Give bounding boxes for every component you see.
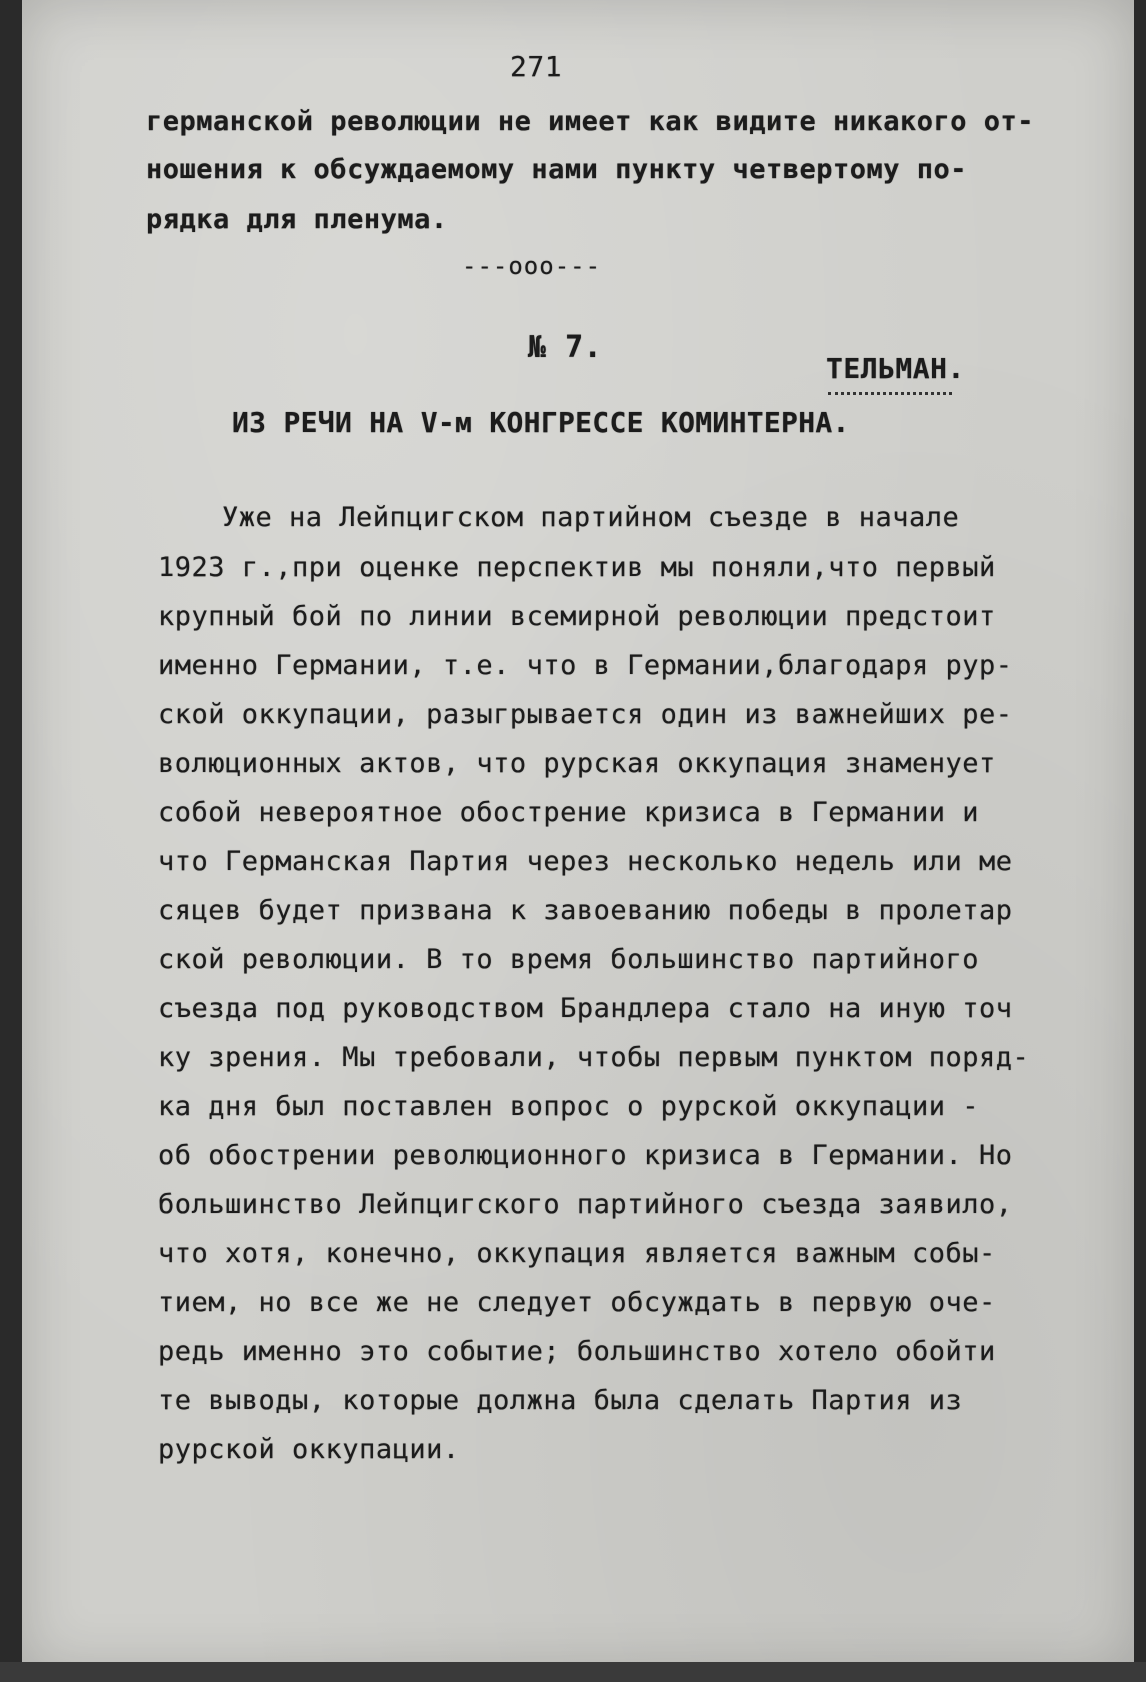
body-line: крупный бой по линии всемирной революции предстоит	[158, 601, 996, 632]
body-line: 1923 г.,при оценке перспектив мы поняли,что первый	[158, 552, 996, 583]
body-line: те выводы, которые должна была сделать Партия из	[158, 1385, 963, 1416]
body-line: волюционных актов, что рурская оккупация знаменует	[158, 748, 996, 779]
body-line: ской революции. В то время большинство партийного	[158, 944, 980, 975]
page-number: 271	[510, 50, 563, 83]
intro-line: рядка для пленума.	[146, 204, 448, 235]
section-separator: ---ооо---	[462, 252, 602, 280]
intro-line: ношения к обсуждаемому нами пункту четвертому по-	[146, 154, 968, 185]
body-line: сяцев будет призвана к завоеванию победы в пролетар	[158, 895, 1013, 926]
body-line: тием, но все же не следует обсуждать в первую оче-	[158, 1287, 996, 1318]
body-line: что хотя, конечно, оккупация является важным собы-	[158, 1238, 996, 1269]
author-name: ТЕЛЬМАН.	[826, 352, 965, 385]
body-line: что Германская Партия через несколько недель или ме	[158, 846, 1013, 877]
body-line: Уже на Лейпцигском партийном съезде в начале	[222, 502, 960, 533]
body-line: редь именно это событие; большинство хотело обойти	[158, 1336, 996, 1367]
body-line: ской оккупации, разыгрывается один из важнейших ре-	[158, 699, 1013, 730]
body-line: об обострении революционного кризиса в Германии. Но	[158, 1140, 1013, 1171]
body-line: ка дня был поставлен вопрос о рурской оккупации -	[158, 1091, 980, 1122]
document-number: № 7.	[528, 330, 603, 365]
body-line: большинство Лейпцигского партийного съезда заявило,	[158, 1189, 1013, 1220]
body-line: именно Германии, т.е. что в Германии,благодаря рур-	[158, 650, 1013, 681]
author-underline	[828, 392, 952, 395]
document-title: ИЗ РЕЧИ НА V-м КОНГРЕССЕ КОМИНТЕРНА.	[232, 406, 850, 439]
body-line: собой невероятное обострение кризиса в Германии и	[158, 797, 980, 828]
intro-line: германской революции не имеет как видите никакого от-	[146, 106, 1035, 137]
document-page	[22, 0, 1134, 1672]
scan-bottom-edge	[0, 1662, 1146, 1682]
body-line: ку зрения. Мы требовали, чтобы первым пунктом поряд-	[158, 1042, 1030, 1073]
body-line: съезда под руководством Брандлера стало на иную точ	[158, 993, 1013, 1024]
body-line: рурской оккупации.	[158, 1434, 460, 1465]
